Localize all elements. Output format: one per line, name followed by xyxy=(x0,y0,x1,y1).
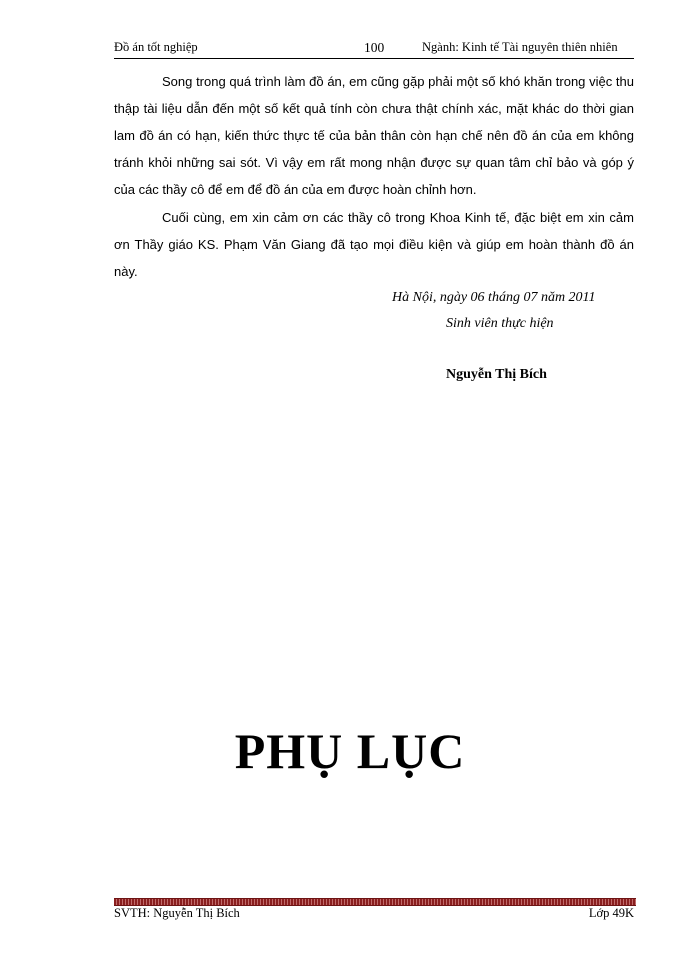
header-divider xyxy=(114,58,634,59)
footer-divider xyxy=(114,898,636,906)
paragraph-thanks: Cuối cùng, em xin cảm ơn các thầy cô trong Khoa Kinh tế, đặc biệt em xin cảm ơn Thầy giáo KS. Phạm Văn Giang đã tạo mọi điều kiện và giúp em hoàn thành đồ án này. xyxy=(114,210,634,279)
header-document-type: Đồ án tốt nghiệp xyxy=(114,40,198,54)
page-number: 100 xyxy=(364,40,385,55)
footer-class: Lớp 49K xyxy=(588,906,634,920)
footer-student: SVTH: Nguyễn Thị Bích xyxy=(114,906,240,920)
signature-name: Nguyễn Thị Bích xyxy=(446,367,547,382)
page-header xyxy=(114,40,634,58)
body-text xyxy=(114,68,634,286)
appendix-title: PHỤ LỤC xyxy=(234,723,466,779)
page-footer xyxy=(114,906,634,924)
header-major: Ngành: Kinh tế Tài nguyên thiên nhiên xyxy=(422,40,618,54)
signature-date: Hà Nội, ngày 06 tháng 07 năm 2011 xyxy=(392,290,596,305)
paragraph-difficulties: Song trong quá trình làm đồ án, em cũng gặp phải một số khó khăn trong việc thu thập tài liệu dẫn đến một số kết quả tính còn chưa thật chính xác, mặt khác do thời gian lam đồ án có hạn, kiến thức thực tế của bản thân còn hạn chế nên đồ án của em không tránh khỏi những sai sót. Vì vậy em rất mong nhận được sự quan tâm chỉ bảo và góp ý của các thầy cô để em để đồ án của em được hoàn chỉnh hơn. xyxy=(114,74,634,197)
signature-role: Sinh viên thực hiện xyxy=(446,316,554,331)
